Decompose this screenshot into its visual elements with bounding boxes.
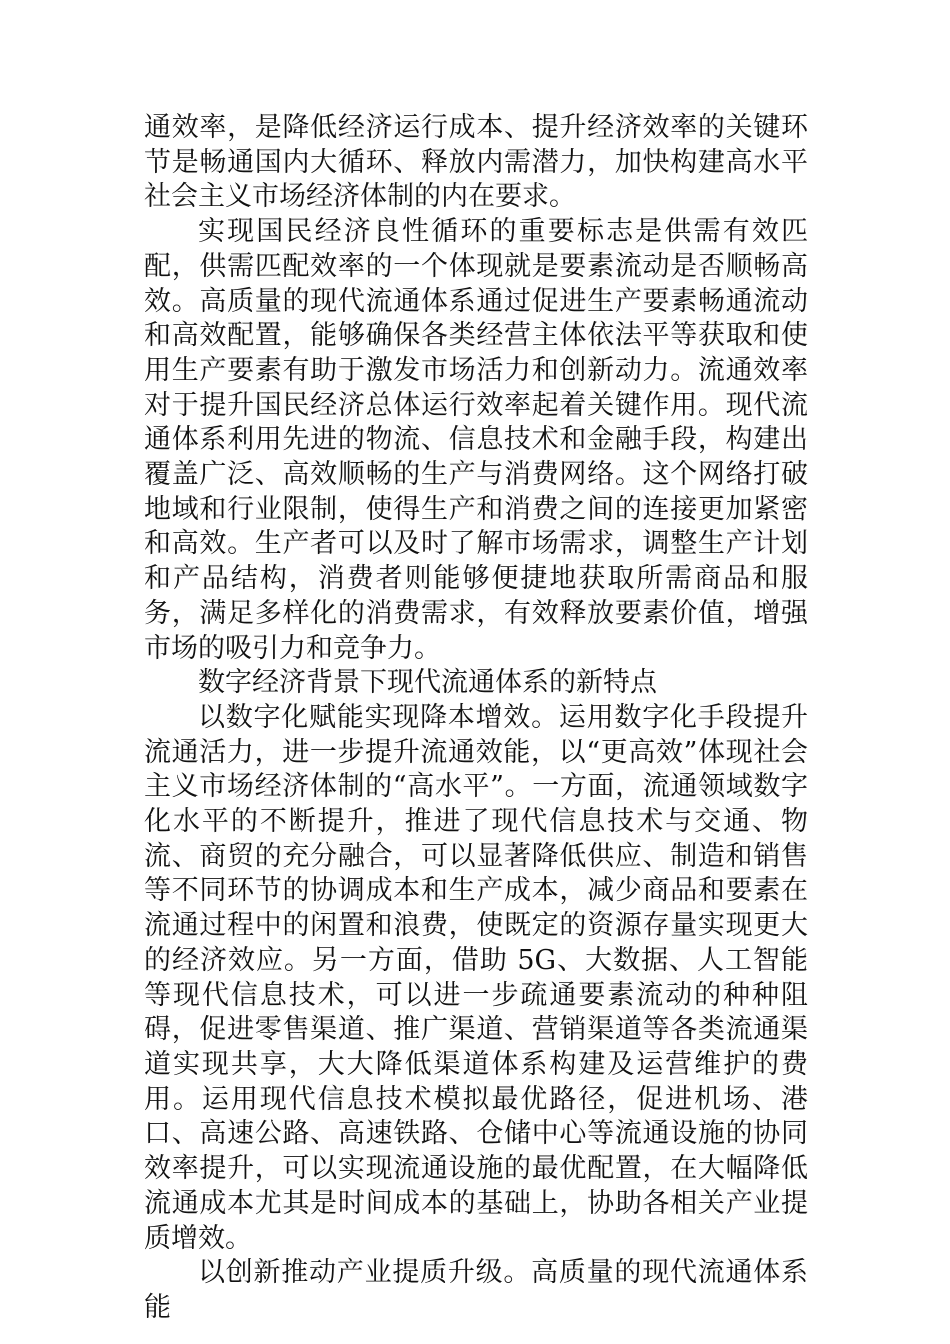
paragraph-3: 以数字化赋能实现降本增效。运用数字化手段提升流通活力，进一步提升流通效能，以“更高效”体现社会主义市场经济体制的“高水平”。一方面，流通领域数字化水平的不断提升，推进了现代信息技术与交通、物流、商贸的充分融合，可以显著降低供应、制造和销售等不同环节的协调成本和生产成本，减少商品和要素在流通过程中的闲置和浪费，使既定的资源存量实现更大的经济效应。另一方面，借助 5G、大数据、人工智能等现代信息技术，可以进一步疏通要素流动的种种阻碍，促进零售渠道、推广渠道、营销渠道等各类流通渠道实现共享，大大降低渠道体系构建及运营维护的费用。运用现代信息技术模拟最优路径，促进机场、港口、高速公路、高速铁路、仓储中心等流通设施的协同效率提升，可以实现流通设施的最优配置，在大幅降低流通成本尤其是时间成本的基础上，协助各相关产业提质增效。	[144, 701, 808, 1254]
document-page	[144, 111, 808, 1326]
paragraph-2: 实现国民经济良性循环的重要标志是供需有效匹配，供需匹配效率的一个体现就是要素流动是否顺畅高效。高质量的现代流通体系通过促进生产要素畅通流动和高效配置，能够确保各类经营主体依法平等获取和使用生产要素有助于激发市场活力和创新动力。流通效率对于提升国民经济总体运行效率起着关键作用。现代流通体系利用先进的物流、信息技术和金融手段，构建出覆盖广泛、高效顺畅的生产与消费网络。这个网络打破地域和行业限制，使得生产和消费之间的连接更加紧密和高效。生产者可以及时了解市场需求，调整生产计划和产品结构，消费者则能够便捷地获取所需商品和服务，满足多样化的消费需求，有效释放要素价值，增强市场的吸引力和竞争力。	[144, 216, 808, 664]
paragraph-4: 以创新推动产业提质升级。高质量的现代流通体系能	[144, 1257, 808, 1323]
section-heading: 数字经济背景下现代流通体系的新特点	[198, 667, 657, 699]
paragraph-1: 通效率，是降低经济运行成本、提升经济效率的关键环节是畅通国内大循环、释放内需潜力，加快构建高水平社会主义市场经济体制的内在要求。	[144, 112, 808, 213]
